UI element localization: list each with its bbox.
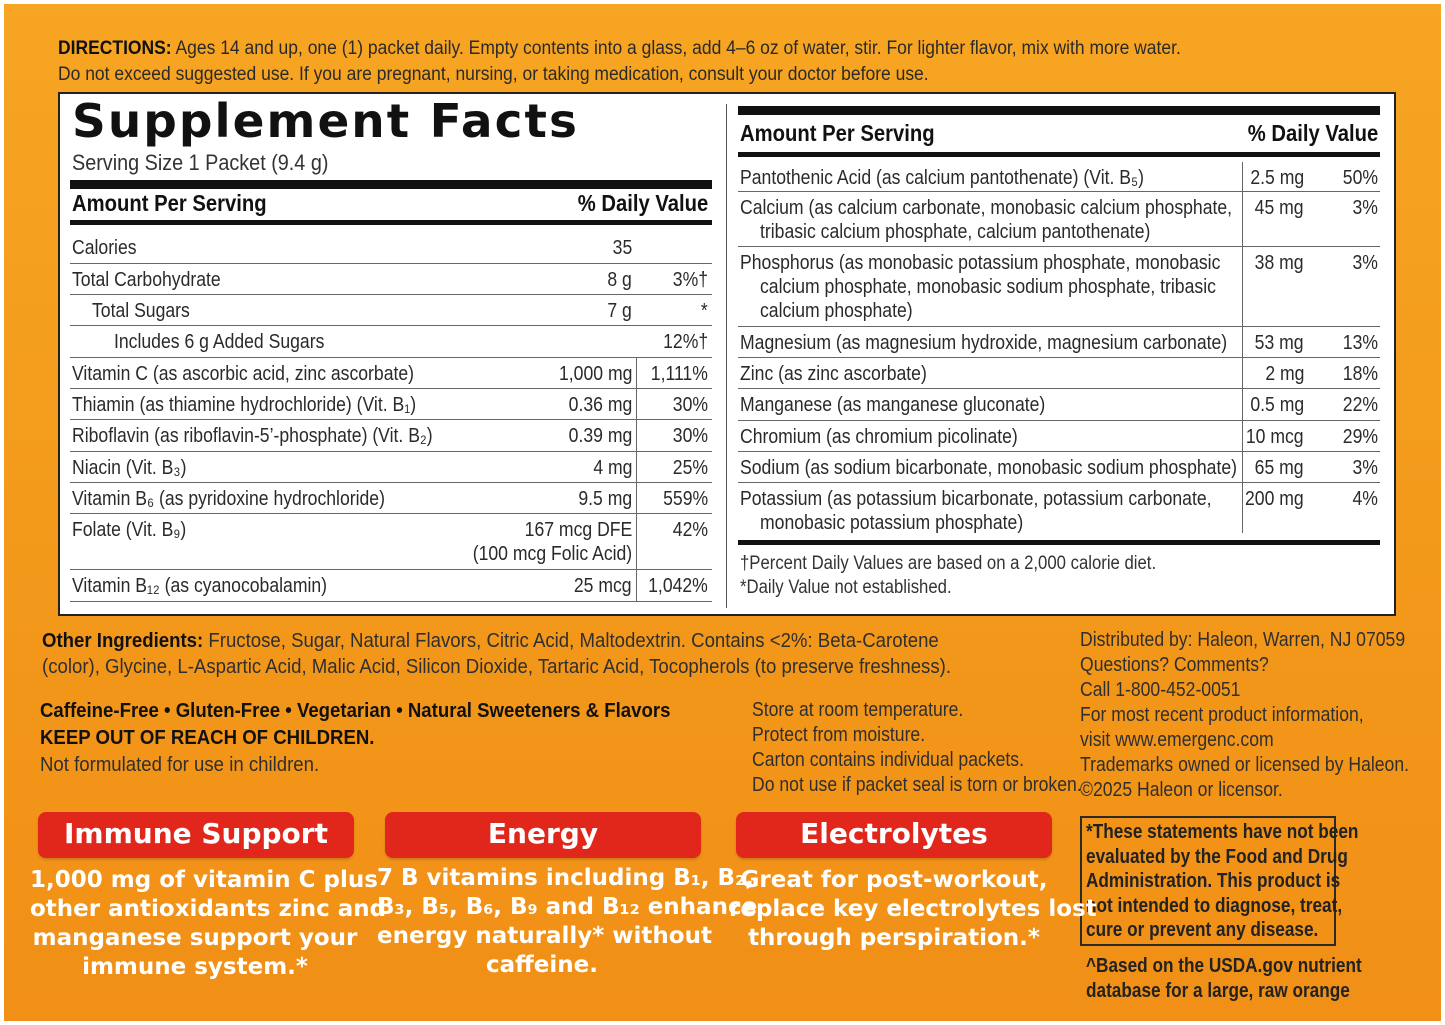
distributor-line: Questions? Comments? bbox=[1080, 654, 1269, 676]
badge-line: replace key electrolytes lost bbox=[729, 896, 1097, 922]
nutrient-amount: 0.36 mg bbox=[568, 394, 632, 416]
nutrient-name-continued: calcium phosphate, monobasic sodium phosphate, tribasic bbox=[760, 276, 1216, 298]
column-divider bbox=[726, 104, 727, 608]
other-ingredients-line-1: Fructose, Sugar, Natural Flavors, Citric Acid, Maltodextrin. Contains <2%: Beta-Carotene bbox=[208, 630, 939, 652]
nutrient-dv: 3%† bbox=[672, 269, 708, 291]
disclaimer-line: evaluated by the Food and Drug bbox=[1086, 845, 1348, 868]
nutrient-name: Chromium (as chromium picolinate) bbox=[740, 426, 1018, 448]
nutrient-name: Potassium (as potassium bicarbonate, potassium carbonate, bbox=[740, 488, 1212, 510]
nutrient-dv: 3% bbox=[1352, 457, 1378, 479]
thick-rule-left bbox=[70, 180, 712, 189]
nutrient-name-continued: tribasic calcium phosphate, calcium pantothenate) bbox=[760, 221, 1151, 243]
cell-divider bbox=[1242, 192, 1243, 246]
nutrient-row bbox=[70, 358, 712, 389]
nutrient-amount: 7 g bbox=[607, 300, 632, 322]
serving-size: Serving Size 1 Packet (9.4 g) bbox=[72, 150, 329, 175]
nutrient-name-continued: monobasic potassium phosphate) bbox=[760, 512, 1024, 534]
disclaimer-line: Administration. This product is bbox=[1086, 870, 1341, 892]
nutrient-name: Sodium (as sodium bicarbonate, monobasic sodium phosphate) bbox=[740, 457, 1237, 479]
nutrient-amount: 4 mg bbox=[592, 457, 632, 479]
directions-label: DIRECTIONS: bbox=[58, 38, 172, 59]
nutrient-name: Pantothenic Acid (as calcium pantothenate) (Vit. B₅) bbox=[740, 167, 1144, 189]
badge-electrolytes: Electrolytes bbox=[736, 812, 1052, 858]
disclaimer-line: not intended to diagnose, treat, bbox=[1086, 894, 1343, 917]
cell-divider bbox=[636, 483, 637, 513]
nutrient-name: Manganese (as manganese gluconate) bbox=[740, 394, 1046, 416]
carton-panel bbox=[4, 4, 1441, 1021]
fda-disclaimer-box bbox=[1080, 816, 1359, 946]
nutrient-amount: 0.39 mg bbox=[568, 425, 632, 447]
cell-divider bbox=[636, 514, 637, 569]
cell-divider bbox=[1242, 389, 1243, 420]
cell-divider bbox=[1242, 247, 1243, 326]
badge-line: immune system.* bbox=[82, 954, 308, 980]
nutrient-row bbox=[738, 247, 1380, 327]
nutrient-name: Folate (Vit. B₉) bbox=[72, 519, 187, 541]
usda-line: ^Based on the USDA.gov nutrient bbox=[1086, 955, 1362, 977]
nutrient-row bbox=[738, 162, 1380, 192]
nutrient-row bbox=[70, 326, 712, 358]
product-claims bbox=[40, 698, 670, 779]
nutrient-amount: 0.5 mg bbox=[1250, 394, 1304, 416]
nutrient-row bbox=[70, 264, 712, 295]
storage-instructions bbox=[752, 698, 1082, 798]
nutrient-name: Niacin (Vit. B₃) bbox=[72, 457, 187, 479]
cell-divider bbox=[636, 452, 637, 482]
badge-line: 1,000 mg of vitamin C plus bbox=[30, 867, 378, 893]
nutrient-dv: 50% bbox=[1342, 167, 1378, 189]
children-warning: Not formulated for use in children. bbox=[40, 754, 320, 776]
nutrient-row bbox=[738, 421, 1380, 452]
nutrient-amount: 2 mg bbox=[1264, 363, 1304, 385]
nutrient-dv: 25% bbox=[672, 457, 708, 479]
cell-divider bbox=[1242, 421, 1243, 451]
nutrient-amount: 35 bbox=[612, 237, 632, 259]
nutrient-name: Total Carbohydrate bbox=[72, 269, 221, 291]
nutrient-row bbox=[70, 420, 712, 452]
nutrient-dv: 22% bbox=[1342, 394, 1378, 416]
right-dv-header: % Daily Value bbox=[1247, 120, 1378, 146]
nutrient-dv: 42% bbox=[672, 519, 708, 541]
nutrient-amount: 2.5 mg bbox=[1250, 167, 1304, 189]
nutrient-amount: 25 mcg bbox=[574, 575, 632, 597]
badge-energy-text bbox=[377, 864, 758, 980]
nutrient-name: Vitamin B₁₂ (as cyanocobalamin) bbox=[72, 575, 328, 597]
nutrient-dv: 12%† bbox=[662, 331, 708, 353]
storage-line: Protect from moisture. bbox=[752, 724, 926, 746]
badge-line: Great for post-workout, bbox=[740, 867, 1048, 893]
badge-line: 7 B vitamins including B₁, B₂, bbox=[377, 865, 754, 891]
nutrient-name: Magnesium (as magnesium hydroxide, magnesium carbonate) bbox=[740, 332, 1228, 354]
nutrient-name-continued: calcium phosphate) bbox=[760, 300, 913, 322]
badge-energy: Energy bbox=[385, 812, 701, 858]
distributor-line: ©2025 Haleon or licensor. bbox=[1080, 779, 1283, 801]
nutrient-dv: 30% bbox=[672, 425, 708, 447]
storage-line: Do not use if packet seal is torn or broken. bbox=[752, 774, 1082, 796]
nutrient-amount: 53 mg bbox=[1255, 332, 1304, 354]
cell-divider bbox=[636, 358, 637, 388]
cell-divider bbox=[636, 389, 637, 419]
distributor-line: visit www.emergenc.com bbox=[1080, 729, 1274, 751]
nutrient-amount: 65 mg bbox=[1255, 457, 1304, 479]
nutrient-amount: 8 g bbox=[607, 269, 632, 291]
left-dv-header: % Daily Value bbox=[577, 190, 708, 216]
nutrient-dv: 3% bbox=[1352, 197, 1378, 219]
directions-line-1: Ages 14 and up, one (1) packet daily. Empty contents into a glass, add 4–6 oz of water, stir. For lighter flavor, mix with more water. bbox=[175, 38, 1181, 59]
medium-rule-right bbox=[738, 152, 1380, 157]
nutrient-dv: 29% bbox=[1342, 426, 1378, 448]
nutrient-dv: 559% bbox=[662, 488, 708, 510]
other-ingredients-line-2: (color), Glycine, L-Aspartic Acid, Malic Acid, Silicon Dioxide, Tartaric Acid, Tocopherols (to preserve freshness). bbox=[42, 656, 952, 678]
usda-note bbox=[1086, 954, 1362, 1004]
nutrient-name: Phosphorus (as monobasic potassium phosphate, monobasic bbox=[740, 252, 1221, 274]
free-from-claims: Caffeine-Free • Gluten-Free • Vegetarian • Natural Sweeteners & Flavors bbox=[40, 700, 671, 722]
badge-line: energy naturally* without bbox=[377, 923, 712, 949]
thick-rule-right bbox=[738, 106, 1380, 115]
nutrient-name: Zinc (as zinc ascorbate) bbox=[740, 363, 927, 385]
medium-rule-left bbox=[70, 220, 712, 225]
nutrient-row bbox=[70, 389, 712, 420]
cell-divider bbox=[1242, 358, 1243, 388]
footnote-dv-basis: †Percent Daily Values are based on a 2,000 calorie diet. bbox=[740, 553, 1157, 574]
nutrient-row bbox=[70, 483, 712, 514]
badge-line: other antioxidants zinc and bbox=[30, 896, 387, 922]
nutrient-amount: 1,000 mg bbox=[558, 363, 632, 385]
distributor-line: Trademarks owned or licensed by Haleon. bbox=[1080, 754, 1410, 776]
nutrient-name: Includes 6 g Added Sugars bbox=[114, 331, 325, 353]
nutrient-row bbox=[70, 295, 712, 326]
distributor-line: For most recent product information, bbox=[1080, 704, 1364, 726]
storage-line: Carton contains individual packets. bbox=[752, 749, 1024, 771]
footnote-dv-not-established: *Daily Value not established. bbox=[740, 577, 952, 598]
nutrient-row bbox=[70, 570, 712, 602]
supplement-facts-panel bbox=[58, 92, 1396, 616]
nutrient-amount: 167 mcg DFE bbox=[524, 519, 632, 541]
other-ingredients-label: Other Ingredients: bbox=[42, 630, 204, 652]
footnote-rule bbox=[738, 540, 1380, 545]
directions-text bbox=[58, 36, 1291, 88]
nutrient-amount: 38 mg bbox=[1255, 252, 1304, 274]
nutrient-row bbox=[738, 192, 1380, 247]
nutrient-row bbox=[738, 483, 1380, 533]
nutrient-name: Calcium (as calcium carbonate, monobasic calcium phosphate, bbox=[740, 197, 1233, 219]
nutrient-name: Calories bbox=[72, 237, 137, 259]
badge-electrolytes-text bbox=[729, 866, 1097, 953]
nutrient-name: Total Sugars bbox=[92, 300, 190, 322]
nutrient-row bbox=[738, 327, 1380, 358]
nutrient-amount-detail: (100 mcg Folic Acid) bbox=[472, 543, 632, 565]
nutrient-row bbox=[738, 358, 1380, 389]
distributor-line: Distributed by: Haleon, Warren, NJ 07059 bbox=[1080, 629, 1406, 651]
nutrient-amount: 45 mg bbox=[1255, 197, 1304, 219]
keep-away-warning: KEEP OUT OF REACH OF CHILDREN. bbox=[40, 727, 375, 749]
cell-divider bbox=[1242, 162, 1243, 191]
nutrient-row bbox=[70, 514, 712, 570]
nutrient-dv: 1,042% bbox=[648, 575, 708, 597]
directions-line-2: Do not exceed suggested use. If you are pregnant, nursing, or taking medication, consult your doctor before use. bbox=[58, 64, 929, 85]
nutrient-dv: 13% bbox=[1342, 332, 1378, 354]
cell-divider bbox=[1242, 483, 1243, 533]
nutrient-row bbox=[738, 452, 1380, 483]
nutrient-dv: 3% bbox=[1352, 252, 1378, 274]
supplement-facts-title: Supplement Facts bbox=[72, 94, 579, 148]
other-ingredients bbox=[42, 628, 1065, 680]
badge-line: caffeine. bbox=[486, 952, 598, 978]
nutrient-row bbox=[70, 232, 712, 264]
nutrient-dv: 4% bbox=[1352, 488, 1378, 510]
nutrient-dv: 30% bbox=[672, 394, 708, 416]
right-amount-header: Amount Per Serving bbox=[740, 120, 935, 146]
nutrient-name: Vitamin B₆ (as pyridoxine hydrochloride) bbox=[72, 488, 385, 510]
badge-line: manganese support your bbox=[32, 925, 358, 951]
cell-divider bbox=[636, 570, 637, 601]
left-amount-header: Amount Per Serving bbox=[72, 190, 267, 216]
disclaimer-line: *These statements have not been bbox=[1086, 821, 1359, 843]
usda-line: database for a large, raw orange bbox=[1086, 980, 1350, 1002]
nutrient-dv: * bbox=[701, 300, 708, 322]
cell-divider bbox=[636, 420, 637, 451]
nutrient-row bbox=[70, 452, 712, 483]
badge-immune-support-text bbox=[30, 866, 387, 982]
badge-immune-support: Immune Support bbox=[38, 812, 354, 858]
nutrient-row bbox=[738, 389, 1380, 421]
nutrient-amount: 200 mg bbox=[1245, 488, 1304, 510]
disclaimer-line: cure or prevent any disease. bbox=[1086, 919, 1319, 941]
distributor-info bbox=[1080, 628, 1409, 803]
badge-line: through perspiration.* bbox=[748, 925, 1040, 951]
nutrient-dv: 1,111% bbox=[650, 363, 708, 385]
cell-divider bbox=[1242, 452, 1243, 482]
cell-divider bbox=[1242, 327, 1243, 357]
nutrient-name: Thiamin (as thiamine hydrochloride) (Vit. B₁) bbox=[72, 394, 417, 416]
nutrient-amount: 10 mcg bbox=[1246, 426, 1304, 448]
badge-line: B₃, B₅, B₆, B₉ and B₁₂ enhance bbox=[377, 894, 758, 920]
storage-line: Store at room temperature. bbox=[752, 699, 964, 721]
nutrient-name: Vitamin C (as ascorbic acid, zinc ascorbate) bbox=[72, 363, 415, 385]
distributor-line: Call 1-800-452-0051 bbox=[1080, 679, 1241, 701]
nutrient-dv: 18% bbox=[1342, 363, 1378, 385]
nutrient-amount: 9.5 mg bbox=[578, 488, 632, 510]
nutrient-name: Riboflavin (as riboflavin-5’-phosphate) (Vit. B₂) bbox=[72, 425, 433, 447]
